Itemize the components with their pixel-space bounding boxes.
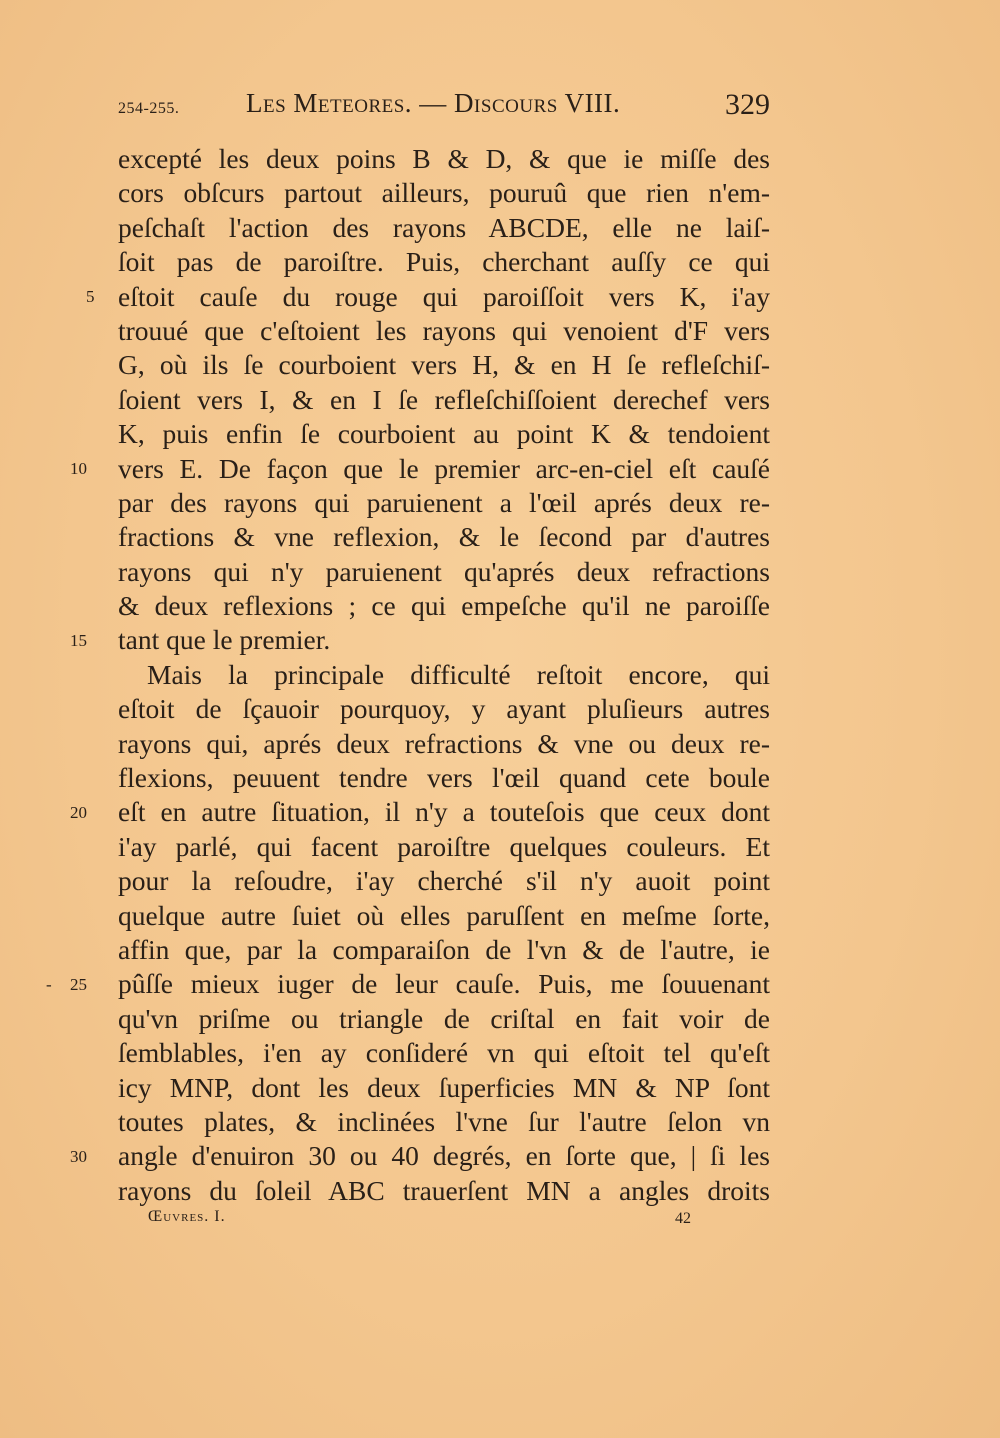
page-number: 329: [725, 88, 770, 121]
line-number-15: 15: [70, 630, 87, 650]
line-number-20: 20: [70, 802, 87, 822]
line-number-10: 10: [70, 458, 87, 478]
text-line: cors obſcurs partout ailleurs, pouruû que rien n'em-: [118, 177, 770, 209]
body-text: [118, 142, 770, 1208]
page-range: 254-255.: [118, 100, 180, 117]
page-footer: [148, 1208, 708, 1238]
text-line: ſemblables, i'en ay conſideré vn qui eſtoit tel qu'eſt: [118, 1037, 770, 1069]
text-line: flexions, peuuent tendre vers l'œil quand cete boule: [118, 762, 770, 794]
text-line: qu'vn priſme ou triangle de criſtal en fait voir de: [118, 1002, 770, 1034]
text-line: fractions & vne reflexion, & le ſecond par d'autres: [118, 521, 770, 553]
text-line: rayons du ſoleil ABC trauerſent MN a angles droits: [118, 1174, 770, 1206]
text-line: ſoient vers I, & en I ſe refleſchiſſoient derechef vers: [118, 383, 770, 415]
line-number-30: 30: [70, 1146, 87, 1166]
text-line: quelque autre ſuiet où elles paruſſent en meſme ſorte,: [118, 899, 770, 931]
text-line: pour la reſoudre, i'ay cherché s'il n'y auoit point: [118, 865, 770, 897]
text-line: eſt en autre ſituation, il n'y a touteſois que ceux dont: [118, 796, 770, 828]
text-line: & deux reflexions ; ce qui empeſche qu'il ne paroiſſe: [118, 590, 770, 622]
text-line: G, où ils ſe courboient vers H, & en H ſe refleſchiſ-: [118, 349, 770, 381]
margin-mark: -: [46, 974, 52, 994]
text-line: par des rayons qui paruienent a l'œil aprés deux re-: [118, 486, 770, 518]
text-line: affin que, par la comparaiſon de l'vn & de l'autre, ie: [118, 933, 770, 965]
text-line: eſtoit cauſe du rouge qui paroiſſoit vers K, i'ay: [118, 280, 770, 312]
signature-mark: Œuvres. I.: [148, 1208, 226, 1225]
running-header: [118, 88, 770, 132]
line-number-5: 5: [86, 286, 95, 306]
text-line: i'ay parlé, qui facent paroiſtre quelques couleurs. Et: [118, 830, 770, 862]
text-line: toutes plates, & inclinées l'vne ſur l'autre ſelon vn: [118, 1105, 770, 1137]
paragraph-end-line: tant que le premier.: [118, 624, 331, 656]
text-line: angle d'enuiron 30 ou 40 degrés, en ſorte que, | ſi les: [118, 1140, 770, 1172]
text-line: excepté les deux poins B & D, & que ie miſſe des: [118, 143, 770, 174]
text-line: eſtoit de ſçauoir pourquoy, y ayant pluſieurs autres: [118, 693, 770, 725]
text-line: peſchaſt l'action des rayons ABCDE, elle ne laiſ-: [118, 211, 770, 243]
text-line: ſoit pas de paroiſtre. Puis, cherchant auſſy ce qui: [118, 246, 770, 278]
text-line: rayons qui, aprés deux refractions & vne ou deux re-: [118, 727, 770, 759]
text-line: rayons qui n'y paruienent qu'aprés deux refractions: [118, 555, 770, 587]
paragraph-start-line: Mais la principale difficulté reſtoit encore, qui: [147, 658, 770, 690]
running-title: Les Meteores. — Discours VIII.: [246, 88, 621, 118]
text-line: trouué que c'eſtoient les rayons qui venoient d'F vers: [118, 314, 770, 346]
text-line: pûſſe mieux iuger de leur cauſe. Puis, me ſouuenant: [118, 968, 770, 1000]
text-line: vers E. De façon que le premier arc-en-ciel eſt cauſé: [118, 452, 770, 484]
gathering-number: 42: [675, 1210, 691, 1227]
text-line: icy MNP, dont les deux ſuperficies MN & NP ſont: [118, 1071, 770, 1103]
line-number-25: 25: [70, 974, 87, 994]
text-line: K, puis enfin ſe courboient au point K & tendoient: [118, 418, 770, 450]
